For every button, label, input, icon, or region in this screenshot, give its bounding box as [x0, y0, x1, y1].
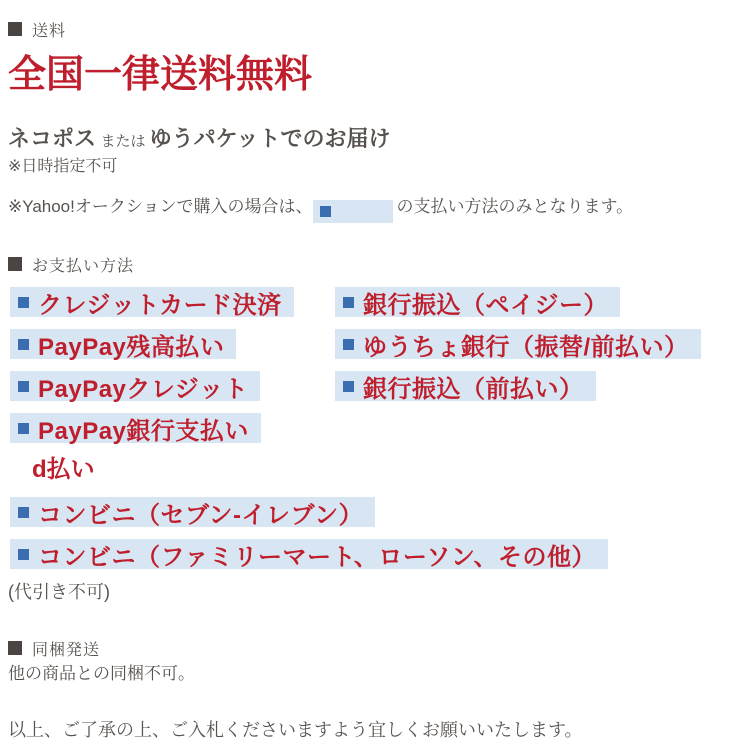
payment-method-paypay-credit: PayPayクレジット	[10, 371, 260, 401]
blue-square-icon	[320, 206, 331, 217]
delivery-method-yupacket: ゆうパケットでのお届け	[149, 126, 391, 151]
delivery-method-line	[8, 126, 742, 155]
payment-method-paypay-bank: PayPay銀行支払い	[10, 413, 261, 443]
payment-row	[8, 329, 742, 359]
payment-method-conbini-seven: コンビニ（セブン-イレブン）	[10, 497, 375, 527]
blue-square-icon	[18, 549, 29, 560]
payment-method-bank-prepaid: 銀行振込（前払い）	[335, 371, 596, 401]
blue-square-icon	[18, 381, 29, 392]
shipping-section-header	[8, 20, 742, 38]
payment-method-d-barai: d払い	[32, 456, 95, 483]
payment-row	[8, 413, 742, 443]
payment-method-yucho-bank: ゆうちょ銀行（振替/前払い）	[335, 329, 701, 359]
payment-row	[8, 371, 742, 401]
yahoo-auction-note	[8, 195, 742, 223]
payment-marker-sample	[313, 200, 393, 223]
payment-row	[8, 455, 742, 485]
payment-row	[8, 497, 742, 527]
blue-square-icon	[18, 507, 29, 518]
shipping-section-title: 送料	[32, 22, 67, 40]
cod-not-available-note: (代引き不可)	[8, 582, 110, 602]
closing-message: 以上、ご了承の上、ご入札くださいますよう宜しくお願いいたします。	[8, 720, 583, 740]
bundle-note: 他の商品との同梱不可。	[8, 664, 195, 683]
payment-section-title: お支払い方法	[32, 257, 135, 275]
section-square-icon	[8, 22, 22, 36]
payment-row	[8, 539, 742, 569]
blue-square-icon	[343, 339, 354, 350]
payment-method-paypay-balance: PayPay残高払い	[10, 329, 236, 359]
section-square-icon	[8, 257, 22, 271]
blue-square-icon	[18, 297, 29, 308]
payment-methods-list	[8, 287, 742, 569]
blue-square-icon	[343, 381, 354, 392]
payment-row	[8, 287, 742, 317]
payment-method-credit-card: クレジットカード決済	[10, 287, 294, 317]
blue-square-icon	[18, 339, 29, 350]
yahoo-note-suffix: の支払い方法のみとなります。	[396, 197, 634, 216]
payment-method-bank-payeasy: 銀行振込（ペイジー）	[335, 287, 620, 317]
yahoo-note-prefix: ※Yahoo!オークションで購入の場合は、	[8, 197, 313, 216]
delivery-method-nekoposu: ネコポス	[8, 126, 97, 151]
blue-square-icon	[18, 423, 29, 434]
section-square-icon	[8, 641, 22, 655]
payment-method-conbini-other: コンビニ（ファミリーマート、ローソン、その他）	[10, 539, 608, 569]
bundle-section-header	[8, 639, 742, 657]
delivery-connector: または	[100, 133, 150, 150]
free-shipping-title: 全国一律送料無料	[8, 54, 313, 96]
datetime-note: ※日時指定不可	[8, 158, 118, 175]
bundle-section-title: 同梱発送	[32, 641, 101, 659]
blue-square-icon	[343, 297, 354, 308]
payment-section-header	[8, 255, 742, 273]
